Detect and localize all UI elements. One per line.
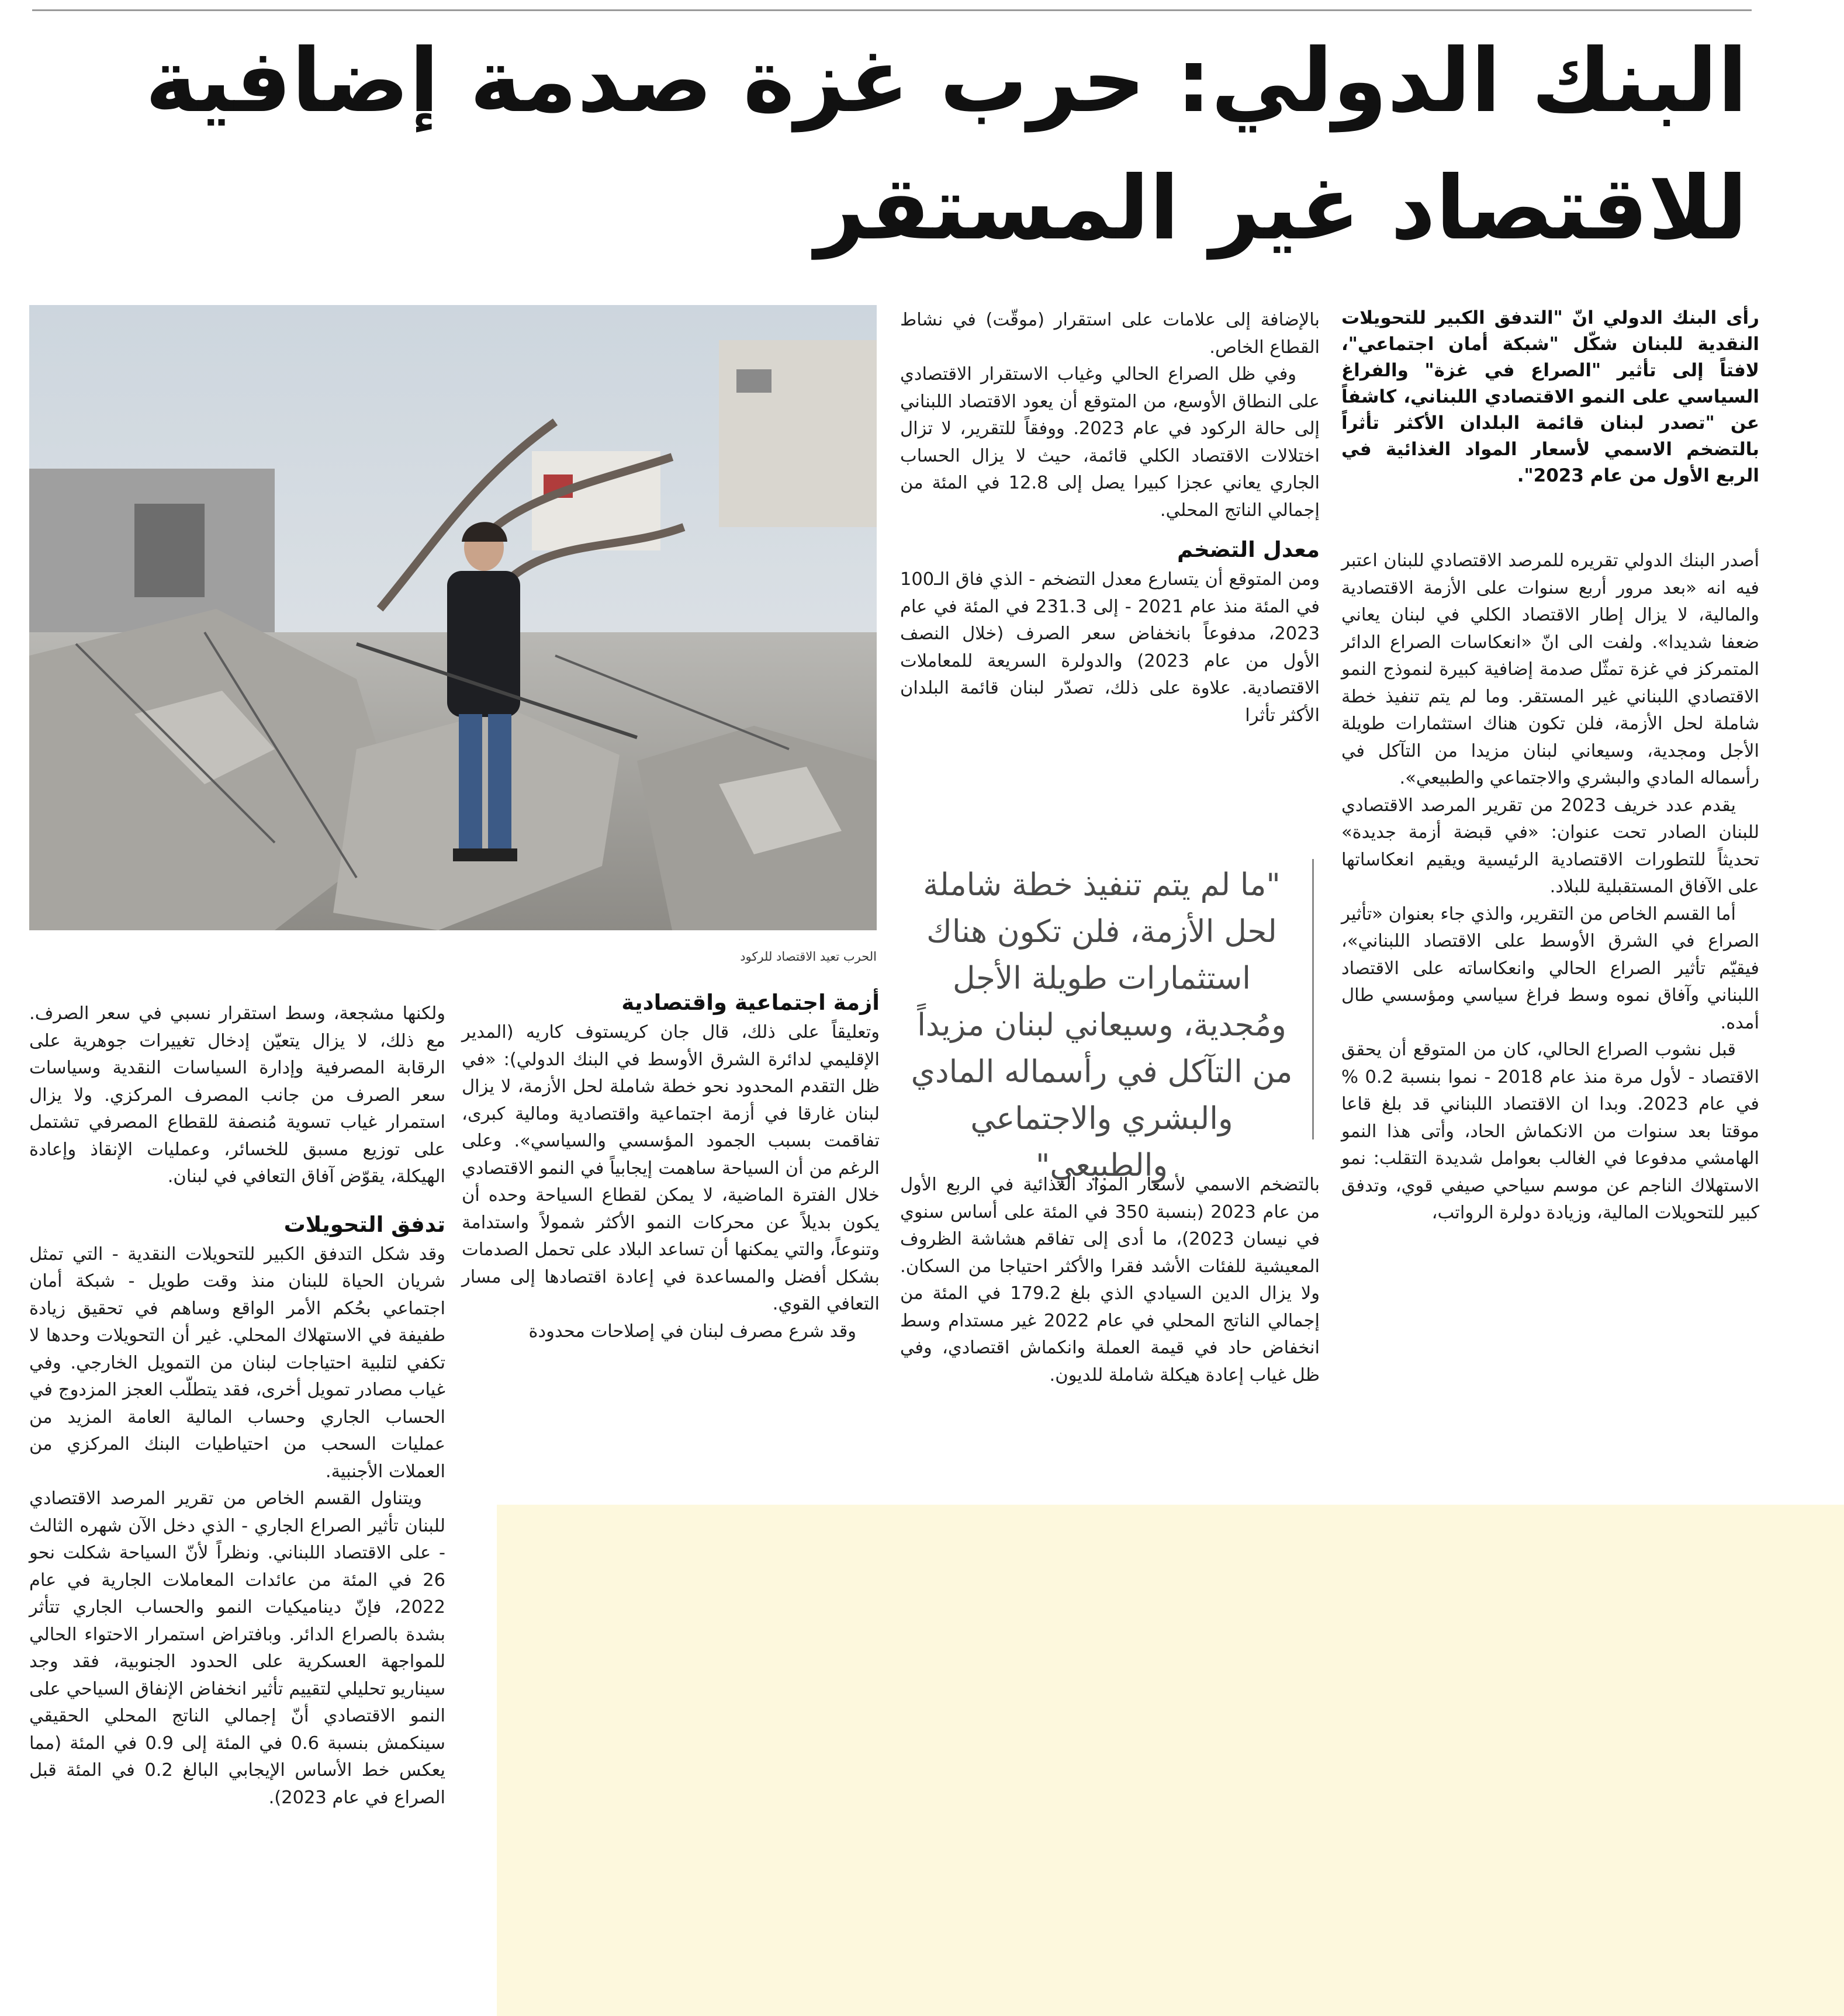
photo-caption: الحرب تعيد الاقتصاد للركود bbox=[740, 950, 877, 964]
pull-quote-bar bbox=[1312, 859, 1314, 1139]
column-4 bbox=[29, 1000, 445, 2007]
col4-paragraph-2: وقد شكل التدفق الكبير للتحويلات النقدية - التي تمثل شريان الحياة للبنان منذ وقت طويل - شبكة أمان اجتماعي بحُكم الأمر الواقع وساهم في تحقيق زيادة طفيفة في الاستهلاك المحلي. غير أن التحويلات وحدها لا تكفي لتلبية احتياجات لبنان من التمويل الخارجي. وفي غياب مصادر تمويل أخرى، فقد يتطلّب العجز المزدوج في الحساب الجاري وحساب المالية العامة المزيد من عمليات السحب من احتياطيات البنك المركزي من العملات الأجنبية. bbox=[29, 1243, 445, 1482]
col1-paragraph-2: يقدم عدد خريف 2023 من تقرير المرصد الاقتصادي للبنان الصادر تحت عنوان: «في قبضة أزمة جديدة» تحديثاً للتطورات الاقتصادية الرئيسية ويقيم انعكاساتها على الآفاق المستقبلية للبلاد. bbox=[1341, 795, 1759, 897]
col1-paragraph-1: أصدر البنك الدولي تقريره للمرصد الاقتصادي للبنان اعتبر فيه انه «بعد مرور أربع سنوات على الأزمة الاقتصادية والمالية، لا يزال إطار الاقتصاد الكلي في لبنان يعاني ضعفا شديدا». ولفت الى انّ «انعكاسات الصراع الدائر المتمركز في غزة تمثّل صدمة إضافية كبيرة لنموذج النمو الاقتصادي اللبناني غير المستقر. وما لم يتم تنفيذ خطة شاملة لحل الأزمة، فلن تكون هناك استثمارات طويلة الأجل ومجدية، وسيعاني لبنان مزيدا من التآكل في رأسماله المادي والبشري والاجتماعي والطبيعي». bbox=[1341, 550, 1759, 788]
col2-paragraph-1: بالإضافة إلى علامات على استقرار (موقّت) في نشاط القطاع الخاص. bbox=[900, 310, 1320, 358]
col2-paragraph-3: ومن المتوقع أن يتسارع معدل التضخم - الذي فاق الـ100 في المئة منذ عام 2021 - إلى 231.3 في المئة في عام 2023، مدفوعاً بانخفاض سعر الصرف (خلال النصف الأول من عام 2023) والدولرة السريعة للمعاملات الاقتصادية. علاوة على ذلك، تصدّر لبنان قائمة البلدان الأكثر تأثرا bbox=[900, 569, 1320, 726]
blank-ad-panel bbox=[497, 1505, 1844, 2016]
subheading-social-economic: أزمة اجتماعية واقتصادية bbox=[621, 990, 880, 1015]
top-rule bbox=[32, 9, 1752, 11]
column-2-bottom bbox=[900, 1172, 1320, 1452]
subheading-remittances: تدفق التحويلات bbox=[283, 1211, 445, 1237]
rubble-scene-image bbox=[29, 305, 877, 930]
col3-paragraph-2: وقد شرع مصرف لبنان في إصلاحات محدودة bbox=[528, 1321, 856, 1342]
column-1 bbox=[1341, 305, 1759, 1450]
headline: البنك الدولي: حرب غزة صدمة إضافية للاقتصاد غير المستقر bbox=[145, 30, 1748, 259]
col1-paragraph-3: أما القسم الخاص من التقرير، والذي جاء بعنوان «تأثير الصراع في الشرق الأوسط على الاقتصاد اللبناني»، فيقيّم تأثير الصراع الحالي وانعكاساته على الاقتصاد اللبناني وآفاق نموه وسط فراغ سياسي ومؤسسي طال أمده. bbox=[1341, 903, 1759, 1033]
col2-paragraph-4: بالتضخم الاسمي لأسعار المواد الغذائية في الربع الأول من عام 2023 (بنسبة 350 في المئة على أساس سنوي في نيسان 2023)، ما أدى إلى تفاقم هشاشة الظروف المعيشية للفئات الأشد فقرا والأكثر احتياجا من السكان. ولا يزال الدين السيادي الذي بلغ 179.2 في المئة من إجمالي الناتج المحلي في عام 2022 غير مستدام وسط انخفاض حاد في قيمة العملة وانكماش اقتصادي، وفي ظل غياب إعادة هيكلة شاملة للديون. bbox=[900, 1175, 1320, 1385]
article-photo bbox=[29, 305, 877, 930]
subheading-inflation: معدل التضخم bbox=[1177, 537, 1320, 562]
pull-quote: "ما لم يتم تنفيذ خطة شاملة لحل الأزمة، فلن تكون هناك استثمارات طويلة الأجل ومُجدية، وسيعاني لبنان مزيداً من التآكل في رأسماله المادي والبشري والاجتماعي والطبيعي" bbox=[911, 867, 1293, 1183]
col1-paragraph-4: قبل نشوب الصراع الحالي، كان من المتوقع أن يحقق الاقتصاد - لأول مرة منذ عام 2018 - نموا بنسبة 0.2 % في عام 2023. وبدا ان الاقتصاد اللبناني قد بلغ قاعا موقتا بعد سنوات من الانكماش الحاد، وأتى هذا النمو الهامشي مدفوعا في الغالب بعوامل شديدة التقلب: نمو الاستهلاك الناجم عن موسم سياحي صيفي قوي، وتدفق كبير للتحويلات المالية، وزيادة دولرة الرواتب، bbox=[1341, 1040, 1759, 1223]
col4-paragraph-1: ولكنها مشجعة، وسط استقرار نسبي في سعر الصرف. مع ذلك، لا يزال يتعيّن إدخال تغييرات جوهرية على الرقابة المصرفية وإدارة السياسات النقدية وسياسات سعر الصرف من جانب المصرف المركزي. ولا يزال استمرار غياب تسوية مُنصفة للقطاع المصرفي تشتمل على توزيع مسبق للخسائر، وعمليات الإنقاذ وإعادة الهيكلة، يقوّض آفاق التعافي في لبنان. bbox=[29, 1003, 445, 1187]
col3-paragraph-1: وتعليقاً على ذلك، قال جان كريستوف كاريه (المدير الإقليمي لدائرة الشرق الأوسط في البنك الدولي): «في ظل التقدم المحدود نحو خطة شاملة لحل الأزمة، لا يزال لبنان غارقا في أزمة اجتماعية واقتصادية ومالية كبرى، تفاقمت بسبب الجمود المؤسسي والسياسي». وعلى الرغم من أن السياحة ساهمت إيجابياً في النمو الاقتصادي خلال الفترة الماضية، لا يمكن لقطاع السياحة وحده أن يكون بديلاً عن محركات النمو الأكثر شمولاً واستدامة وتنوعاً، والتي يمكنها أن تساعد البلاد على تحمل الصدمات بشكل أفضل والمساعدة في إعادة اقتصادها إلى مسار التعافي القوي. bbox=[462, 1022, 880, 1314]
column-3 bbox=[462, 986, 880, 1448]
lead-paragraph: رأى البنك الدولي انّ "التدفق الكبير للتحويلات النقدية للبنان شكّل "شبكة أمان اجتماعي"، لافتاً إلى تأثير "الصراع في غزة" والفراغ السياسي على النمو الاقتصادي اللبناني، كاشفاً عن "تصدر لبنان قائمة البلدان الأكثر تأثراً بالتضخم الاسمي لأسعار المواد الغذائية في الربع الأول من عام 2023". bbox=[1341, 307, 1759, 486]
col2-paragraph-2: وفي ظل الصراع الحالي وغياب الاستقرار الاقتصادي على النطاق الأوسع، من المتوقع أن يعود الاقتصاد اللبناني إلى حالة الركود في عام 2023. ووفقاً للتقرير، لا تزال اختلالات الاقتصاد الكلي قائمة، حيث لا يزال الحساب الجاري يعاني عجزا كبيرا يصل إلى 12.8 في المئة من إجمالي الناتج المحلي. bbox=[900, 364, 1320, 521]
col4-paragraph-3: ويتناول القسم الخاص من تقرير المرصد الاقتصادي للبنان تأثير الصراع الجاري - الذي دخل الآن شهره الثالث - على الاقتصاد اللبناني. ونظراً لأنّ السياحة شكلت نحو 26 في المئة من عائدات المعاملات الجارية في عام 2022، فإنّ ديناميكيات النمو والحساب الجاري تتأثر بشدة بالصراع الدائر. وبافتراض استمرار الاحتواء الحالي للمواجهة العسكرية على الحدود الجنوبية، فقد وجد سيناريو تحليلي لتقييم تأثير انخفاض الإنفاق السياحي على النمو الاقتصادي أنّ إجمالي الناتج المحلي الحقيقي سينكمش بنسبة 0.6 في المئة إلى 0.9 في المئة (مما يعكس خط الأساس الإيجابي البالغ 0.2 في المئة قبل الصراع في عام 2023). bbox=[29, 1488, 445, 1808]
